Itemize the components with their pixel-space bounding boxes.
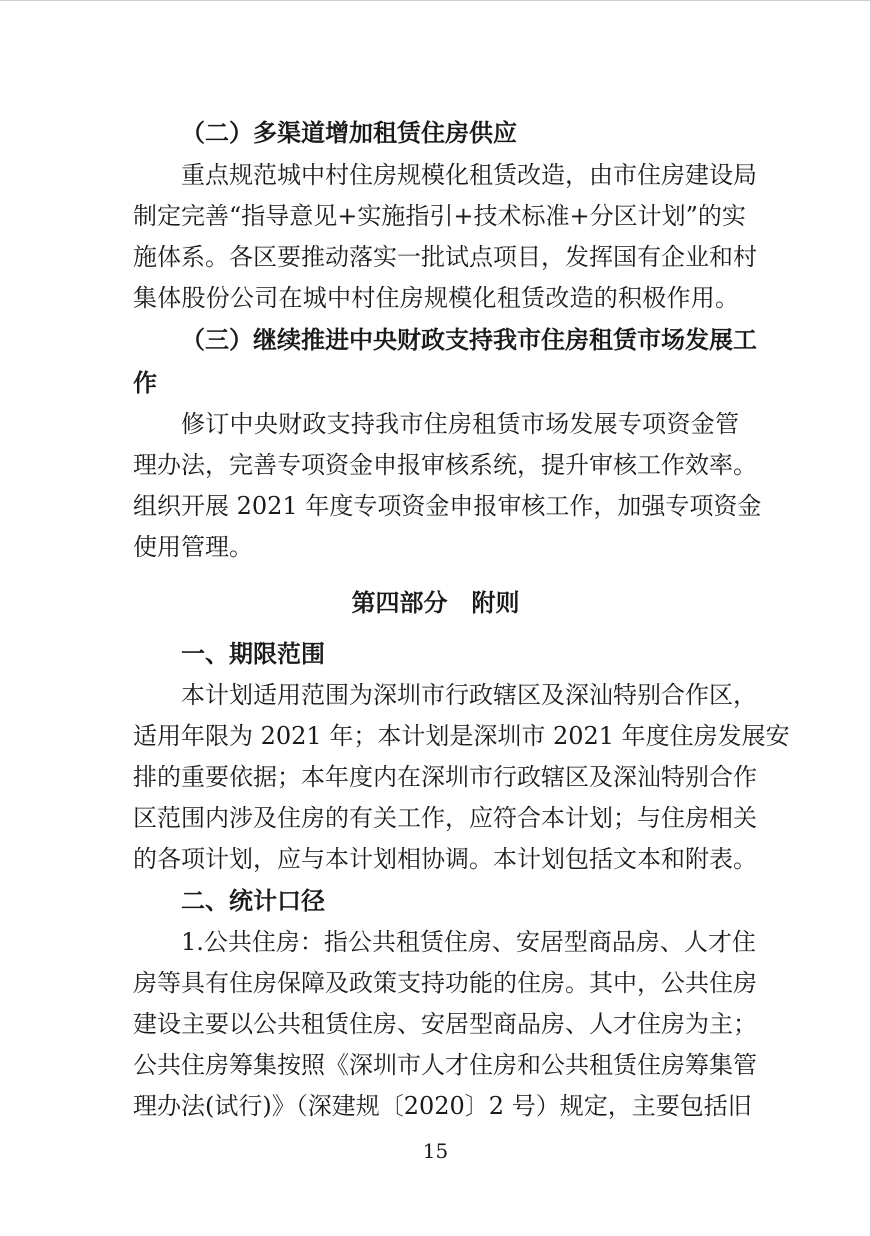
section-heading-3-cont: 作: [133, 369, 157, 397]
paragraph-line: 公共住房筹集按照《深圳市人才住房和公共租赁住房筹集管: [133, 1051, 757, 1079]
paragraph-line: 本计划适用范围为深圳市行政辖区及深汕特别合作区，: [181, 681, 757, 709]
paragraph-line: 理办法(试行)》（深建规〔2020〕2 号）规定，主要包括旧: [133, 1092, 752, 1120]
paragraph-line: 1.公共住房：指公共租赁住房、安居型商品房、人才住: [181, 928, 756, 956]
paragraph-line: 区范围内涉及住房的有关工作，应符合本计划；与住房相关: [133, 804, 757, 832]
paragraph-line: 的各项计划，应与本计划相协调。本计划包括文本和附表。: [133, 845, 757, 873]
paragraph-line: 集体股份公司在城中村住房规模化租赁改造的积极作用。: [133, 284, 739, 312]
paragraph-line: 组织开展 2021 年度专项资金申报审核工作，加强专项资金: [133, 492, 762, 520]
page-border-top: [0, 0, 871, 1]
paragraph-line: 适用年限为 2021 年；本计划是深圳市 2021 年度住房发展安: [133, 722, 790, 750]
paragraph-line: 重点规范城中村住房规模化租赁改造，由市住房建设局: [181, 161, 757, 189]
paragraph-line: 施体系。各区要推动落实一批试点项目，发挥国有企业和村: [133, 243, 757, 271]
section-heading-3: （三）继续推进中央财政支持我市住房租赁市场发展工: [181, 326, 757, 354]
subsection-heading-1: 一、期限范围: [181, 640, 325, 668]
paragraph-line: 使用管理。: [133, 533, 253, 561]
page-number: 15: [422, 1139, 449, 1163]
paragraph-line: 修订中央财政支持我市住房租赁市场发展专项资金管: [181, 410, 739, 438]
paragraph-line: 房等具有住房保障及政策支持功能的住房。其中，公共住房: [133, 969, 757, 997]
section-heading-2: （二）多渠道增加租赁住房供应: [181, 119, 517, 147]
paragraph-line: 理办法，完善专项资金申报审核系统，提升审核工作效率。: [133, 451, 757, 479]
part-title: 第四部分 附则: [351, 589, 520, 617]
subsection-heading-2: 二、统计口径: [181, 887, 325, 915]
paragraph-line: 制定完善“指导意见+实施指引+技术标准+分区计划”的实: [133, 202, 746, 230]
paragraph-line: 排的重要依据；本年度内在深圳市行政辖区及深汕特别合作: [133, 763, 757, 791]
paragraph-line: 建设主要以公共租赁住房、安居型商品房、人才住房为主；: [133, 1010, 757, 1038]
